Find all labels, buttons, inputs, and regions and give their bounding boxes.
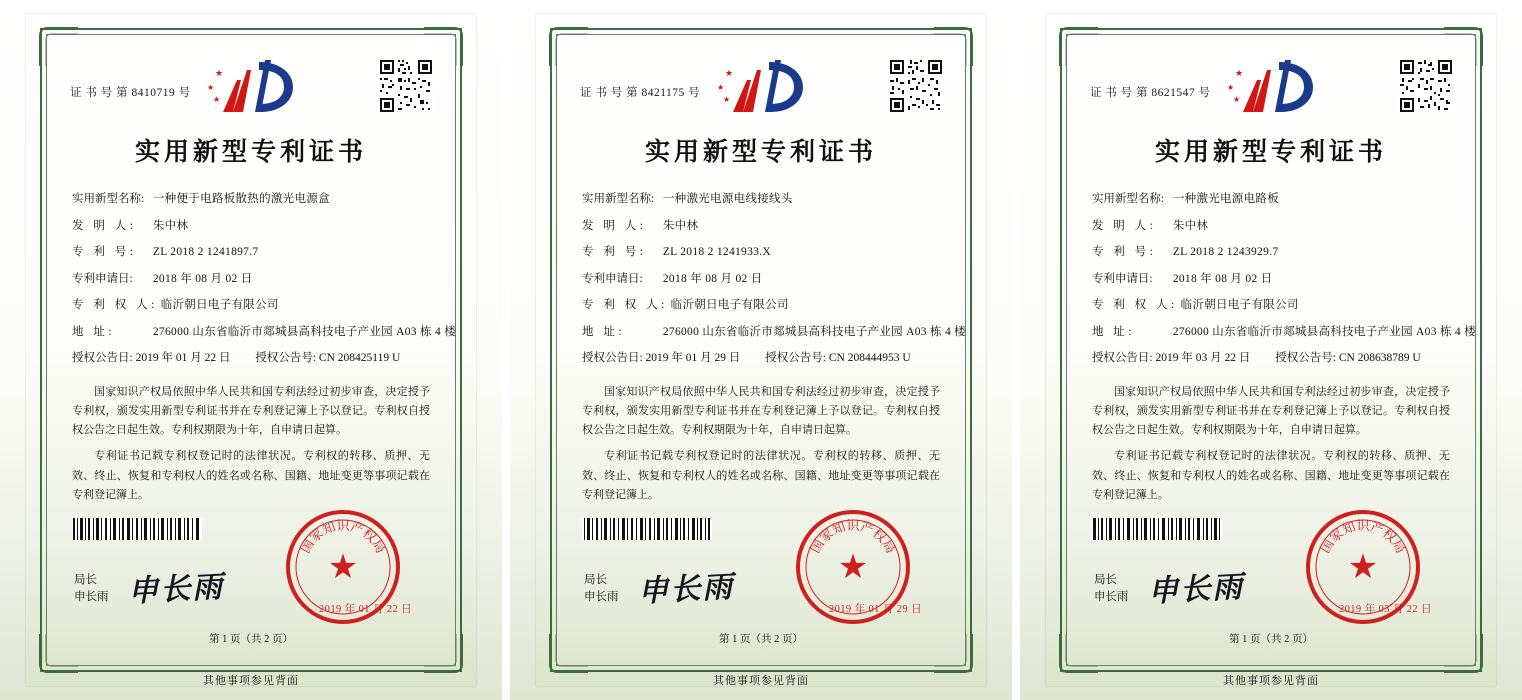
- field-label: 授权公告日:: [72, 352, 133, 365]
- svg-text:★: ★: [1347, 549, 1379, 586]
- field-patent-holder: [72, 298, 432, 314]
- field-label: 授权公告号:: [1275, 352, 1336, 365]
- barcode-icon: [582, 518, 712, 540]
- field-application-date: [582, 272, 942, 288]
- certificate-number: 证 书 号 第 8421175 号: [579, 87, 701, 99]
- handwritten-signature: 申长雨: [1147, 570, 1245, 609]
- svg-text:知: 知: [830, 518, 848, 538]
- body-paragraph: 专利证书记载专利权登记时的法律状况。专利权的转移、质押、无效、终止、恢复和专利权人的姓名或名称、国籍、地址变更等事项记载在专利登记簿上。: [581, 450, 941, 501]
- svg-text:家: 家: [816, 525, 837, 546]
- certificate-content: [60, 48, 457, 652]
- field-value: 一种激光电源电线接线头: [662, 193, 793, 205]
- svg-text:知: 知: [1340, 518, 1358, 538]
- field-inventor: [1092, 219, 1452, 235]
- field-value: 朱中林: [152, 219, 189, 232]
- grant-date-segment: [72, 352, 233, 364]
- director-block: [1094, 572, 1129, 607]
- field-label: 地 址:: [72, 325, 116, 338]
- director-name: 申长雨: [74, 590, 109, 603]
- svg-text:★: ★: [724, 68, 734, 78]
- director-name: 申长雨: [1093, 590, 1129, 603]
- handwritten-signature: 申长雨: [127, 570, 225, 609]
- field-label: 实用新型名称:: [72, 193, 145, 205]
- field-label: 专 利 权 人:: [581, 299, 668, 312]
- barcode-icon: [72, 518, 202, 540]
- field-value: 临沂朝日电子有限公司: [160, 299, 279, 312]
- certificate-card: [1020, 0, 1522, 700]
- field-value: ZL 2018 2 1241897.7: [152, 246, 259, 259]
- certificate-content: [1080, 48, 1476, 652]
- field-label: 实用新型名称:: [1091, 193, 1165, 205]
- certificate-content: [570, 48, 966, 652]
- svg-text:国: 国: [807, 536, 827, 556]
- page-number: 第 1 页（共 2 页）: [718, 634, 803, 645]
- svg-text:识: 识: [846, 518, 860, 533]
- footnote: 其他事项参见背面: [1222, 675, 1319, 687]
- field-label: 专利申请日:: [1091, 272, 1153, 285]
- field-value: 2019 年 03 月 22 日: [1155, 352, 1251, 365]
- field-grant-announcement: [72, 351, 432, 367]
- certificate-header: [1080, 48, 1462, 126]
- field-label: 实用新型名称:: [581, 193, 655, 205]
- field-grant-announcement: [1092, 351, 1452, 367]
- seal-date: 2019 年 01 月 29 日: [828, 604, 923, 615]
- field-label: 专 利 号:: [1091, 246, 1157, 259]
- card-divider: [502, 0, 510, 700]
- certificate-title: 实用新型专利证书: [135, 139, 368, 166]
- svg-text:★: ★: [213, 95, 221, 104]
- certificate-card: [0, 0, 502, 700]
- svg-text:产: 产: [348, 518, 366, 538]
- field-value: 276000 山东省临沂市郯城县高科技电子产业园 A03 栋 4 楼: [152, 325, 457, 338]
- field-address: [72, 325, 457, 341]
- cnipa-logo-icon: [713, 56, 809, 118]
- svg-text:权: 权: [359, 525, 380, 546]
- svg-text:★: ★: [837, 549, 869, 586]
- field-value: 一种激光电源电路板: [1172, 193, 1280, 205]
- svg-text:产: 产: [858, 518, 876, 538]
- certificate-paper: [1046, 14, 1496, 686]
- body-paragraph: 专利证书记载专利权登记时的法律状况。专利权的转移、质押、无效、终止、恢复和专利权人的姓名或名称、国籍、地址变更等事项记载在专利登记簿上。: [1091, 450, 1450, 501]
- field-value: 2018 年 08 月 02 日: [1172, 272, 1273, 285]
- svg-text:识: 识: [336, 518, 350, 533]
- seal-date: 2019 年 01 月 22 日: [319, 604, 413, 615]
- certificate-paper: [536, 14, 986, 686]
- field-value: ZL 2018 2 1243929.7: [1172, 246, 1279, 259]
- certificate-header: [570, 48, 952, 126]
- director-block: [74, 572, 109, 607]
- director-label: 局长: [74, 573, 97, 586]
- director-label: 局长: [1093, 573, 1117, 586]
- field-label: 发 明 人:: [1091, 219, 1157, 232]
- card-divider: [1012, 0, 1020, 700]
- qr-code-icon: [378, 58, 434, 114]
- field-application-date: [1092, 272, 1452, 288]
- certificate-number: 证 书 号 第 8621547 号: [1089, 87, 1211, 99]
- svg-text:★: ★: [716, 83, 725, 92]
- certificate-fields: [1080, 192, 1476, 367]
- field-value: 朱中林: [662, 219, 699, 232]
- grant-number-segment: [1275, 352, 1420, 364]
- svg-text:家: 家: [1326, 525, 1347, 546]
- grant-date-segment: [1092, 352, 1253, 364]
- field-label: 专 利 权 人:: [72, 299, 158, 312]
- certificate-header: [60, 48, 442, 126]
- field-inventor: [72, 219, 432, 235]
- field-label: 授权公告号:: [765, 352, 826, 365]
- svg-text:★: ★: [1232, 95, 1241, 104]
- certificate-card: [510, 0, 1012, 700]
- body-paragraph: 国家知识产权局依照中华人民共和国专利法经过初步审查，决定授予专利权，颁发实用新型专利证书并在专利登记簿上予以登记。专利权自授权公告之日起生效。专利权期限为十年，自申请日起算。: [581, 385, 941, 437]
- field-label: 专 利 权 人:: [1091, 299, 1178, 312]
- field-grant-announcement: [582, 351, 942, 367]
- svg-text:家: 家: [306, 525, 327, 546]
- field-utility-model-name: [582, 192, 942, 208]
- svg-text:产: 产: [1368, 518, 1386, 538]
- director-block: [584, 572, 619, 607]
- svg-text:★: ★: [215, 68, 224, 78]
- svg-text:局: 局: [879, 536, 899, 556]
- field-address: [1091, 325, 1476, 341]
- certificate-number: 证 书 号 第 8410719 号: [70, 87, 191, 99]
- field-value: 临沂朝日电子有限公司: [670, 299, 789, 312]
- grant-date-segment: [582, 352, 743, 364]
- svg-text:局: 局: [1389, 536, 1409, 556]
- grant-number-segment: [255, 352, 400, 364]
- svg-text:★: ★: [722, 95, 731, 104]
- field-value: 2018 年 08 月 02 日: [662, 272, 763, 285]
- cnipa-logo-icon: [1223, 56, 1319, 118]
- svg-text:识: 识: [1356, 518, 1370, 533]
- field-value: 276000 山东省临沂市郯城县高科技电子产业园 A03 栋 4 楼: [662, 325, 966, 338]
- director-label: 局长: [583, 573, 607, 586]
- field-patent-number: [72, 245, 432, 261]
- field-value: 2019 年 01 月 22 日: [135, 352, 231, 365]
- field-value: CN 208425119 U: [318, 352, 401, 365]
- field-label: 授权公告日:: [1091, 352, 1153, 365]
- field-label: 授权公告日:: [581, 352, 643, 365]
- field-patent-number: [1092, 245, 1452, 261]
- field-value: 一种便于电路板散热的激光电源盒: [152, 193, 330, 205]
- footnote: 其他事项参见背面: [712, 675, 809, 687]
- certificate-body: [60, 383, 442, 506]
- field-label: 发 明 人:: [72, 219, 137, 232]
- svg-text:知: 知: [320, 518, 338, 538]
- svg-text:局: 局: [369, 536, 389, 556]
- svg-text:国: 国: [297, 536, 317, 556]
- field-value: CN 208444953 U: [828, 352, 911, 365]
- qr-code-icon: [1398, 58, 1454, 114]
- barcode-icon: [1092, 518, 1222, 540]
- field-address: [581, 325, 966, 341]
- footnote: 其他事项参见背面: [203, 675, 300, 687]
- field-value: 临沂朝日电子有限公司: [1180, 299, 1299, 312]
- qr-code-icon: [888, 58, 944, 114]
- svg-text:权: 权: [1379, 525, 1400, 546]
- certificate-title: 实用新型专利证书: [644, 139, 877, 166]
- field-label: 地 址:: [581, 325, 626, 338]
- field-label: 专利申请日:: [72, 272, 133, 285]
- field-label: 专利申请日:: [581, 272, 643, 285]
- cnipa-logo-icon: [203, 56, 299, 118]
- field-label: 地 址:: [1091, 325, 1136, 338]
- handwritten-signature: 申长雨: [637, 570, 735, 609]
- field-utility-model-name: [72, 192, 432, 208]
- field-patent-holder: [582, 298, 942, 314]
- field-value: 2018 年 08 月 02 日: [152, 272, 253, 285]
- field-application-date: [72, 272, 432, 288]
- field-utility-model-name: [1092, 192, 1452, 208]
- svg-text:★: ★: [1234, 68, 1244, 78]
- certificate-body: [570, 383, 952, 506]
- page-number: 第 1 页（共 2 页）: [209, 634, 294, 645]
- svg-text:★: ★: [327, 549, 359, 586]
- field-value: 朱中林: [1172, 219, 1209, 232]
- page-number: 第 1 页（共 2 页）: [1228, 634, 1313, 645]
- certificate-fields: [570, 192, 966, 367]
- field-value: CN 208638789 U: [1338, 352, 1421, 365]
- svg-text:国: 国: [1317, 536, 1337, 556]
- field-value: 2019 年 01 月 29 日: [645, 352, 741, 365]
- grant-number-segment: [765, 352, 910, 364]
- field-label: 专 利 号:: [581, 246, 647, 259]
- field-label: 专 利 号:: [72, 246, 137, 259]
- seal-date: 2019 年 03 月 22 日: [1338, 604, 1432, 615]
- field-value: ZL 2018 2 1241933.X: [662, 246, 771, 259]
- body-paragraph: 专利证书记载专利权登记时的法律状况。专利权的转移、质押、无效、终止、恢复和专利权人的姓名或名称、国籍、地址变更等事项记载在专利登记簿上。: [72, 450, 431, 501]
- field-inventor: [582, 219, 942, 235]
- svg-text:★: ★: [1226, 83, 1235, 92]
- field-label: 发 明 人:: [581, 219, 647, 232]
- svg-text:权: 权: [869, 525, 890, 546]
- director-name: 申长雨: [583, 590, 619, 603]
- certificate-fields: [60, 192, 457, 367]
- body-paragraph: 国家知识产权局依照中华人民共和国专利法经过初步审查，决定授予专利权，颁发实用新型专利证书并在专利登记簿上予以登记。专利权自授权公告之日起生效。专利权期限为十年，自申请日起算。: [72, 385, 431, 437]
- field-value: 276000 山东省临沂市郯城县高科技电子产业园 A03 栋 4 楼: [1172, 325, 1476, 338]
- body-paragraph: 国家知识产权局依照中华人民共和国专利法经过初步审查，决定授予专利权，颁发实用新型专利证书并在专利登记簿上予以登记。专利权自授权公告之日起生效。专利权期限为十年，自申请日起算。: [1091, 385, 1450, 437]
- certificate-paper: [26, 14, 476, 686]
- svg-text:★: ★: [207, 83, 215, 92]
- field-label: 授权公告号:: [255, 352, 317, 365]
- certificate-title: 实用新型专利证书: [1154, 139, 1387, 166]
- field-patent-holder: [1092, 298, 1452, 314]
- certificate-body: [1080, 383, 1462, 506]
- field-patent-number: [582, 245, 942, 261]
